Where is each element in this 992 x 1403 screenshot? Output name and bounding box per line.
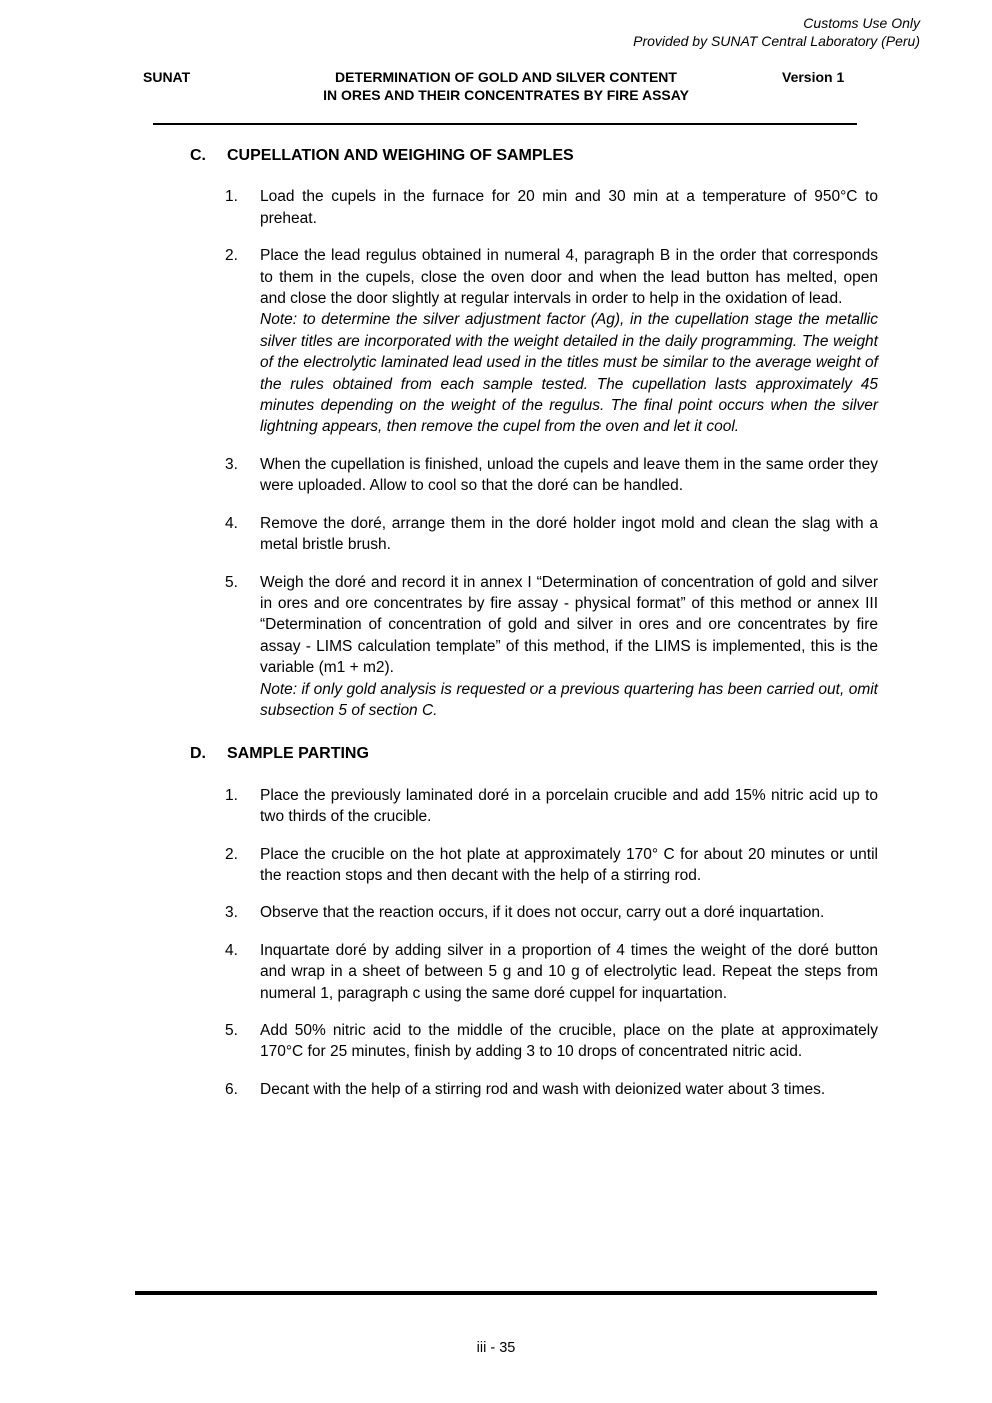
section-title: SAMPLE PARTING	[227, 745, 369, 763]
item-text: Inquartate doré by adding silver in a proportion of 4 times the weight of the doré button and wrap in a sheet of between 5 g and 10 g of electrolytic lead. Repeat the steps from numeral 1, paragraph c using the same doré cuppel for inquartation.	[260, 941, 878, 1002]
section-d	[190, 743, 878, 1100]
document-title-line-2: IN ORES AND THEIR CONCENTRATES BY FIRE ASSAY	[323, 86, 689, 103]
section-c	[190, 145, 878, 721]
item-text: Place the lead regulus obtained in numeral 4, paragraph B in the order that corresponds to them in the cupels, close the oven door and when the lead button has melted, open and close the door slightly at regular intervals in order to help in the oxidation of lead.	[260, 247, 878, 308]
item-number: 2.	[225, 247, 238, 265]
version-label: Version 1	[782, 69, 845, 85]
document-title	[10, 69, 992, 104]
item-body	[260, 572, 878, 722]
page-number: iii - 35	[476, 1340, 516, 1356]
header-org: SUNAT	[143, 69, 191, 85]
item-text: Add 50% nitric acid to the middle of the crucible, place on the plate at approximately 170°C for 25 minutes, finish by adding 3 to 10 drops of concentrated nitric acid.	[260, 1022, 878, 1061]
item-number: 1.	[225, 188, 238, 206]
list-item-c3	[190, 454, 878, 497]
list-item-d2	[190, 844, 878, 887]
list-item-d3	[190, 902, 878, 923]
section-d-heading	[190, 743, 878, 764]
list-item-c2	[190, 245, 878, 438]
item-text: When the cupellation is finished, unload the cupels and leave them in the same order they were uploaded. Allow to cool so that the doré can be handled.	[260, 455, 878, 495]
document-title-line-1: DETERMINATION OF GOLD AND SILVER CONTENT	[335, 69, 677, 85]
item-text: Place the crucible on the hot plate at approximately 170° C for about 20 minutes or until the reaction stops and then decant with the help of a stirring rod.	[260, 845, 878, 884]
item-text: Place the previously laminated doré in a porcelain crucible and add 15% nitric acid up to two thirds of the crucible.	[260, 786, 878, 826]
classification-line-2: Provided by SUNAT Central Laboratory (Peru)	[633, 32, 920, 49]
item-text: Remove the doré, arrange them in the doré holder ingot mold and clean the slag with a metal bristle brush.	[260, 514, 878, 554]
item-number: 4.	[225, 941, 238, 959]
item-number: 4.	[225, 514, 238, 532]
item-number: 1.	[225, 786, 238, 804]
list-item-d4	[190, 940, 878, 1004]
section-title: CUPELLATION AND WEIGHING OF SAMPLES	[227, 147, 574, 164]
item-text: Decant with the help of a stirring rod and wash with deionized water about 3 times.	[260, 1080, 826, 1098]
item-number: 3.	[225, 455, 238, 473]
item-number: 6.	[225, 1080, 238, 1098]
item-text: Observe that the reaction occurs, if it does not occur, carry out a doré inquartation.	[260, 904, 825, 922]
footer-rule	[135, 1291, 877, 1295]
item-number: 3.	[225, 904, 238, 922]
item-number: 5.	[225, 1022, 238, 1039]
section-letter: D.	[190, 745, 206, 763]
list-item-c1	[190, 186, 878, 229]
item-note: Note: if only gold analysis is requested or a previous quartering has been carried out, omit subsection 5 of section C.	[260, 680, 878, 719]
item-note: Note: to determine the silver adjustment factor (Ag), in the cupellation stage the metallic silver titles are incorporated with the weight detailed in the daily programming. The weight of the electrolytic laminated lead used in the titles must be similar to the average weight of the rules obtained from each sample tested. The cupellation lasts approximately 45 minutes depending on the weight of the regulus. The final point occurs when the silver lightning appears, then remove the cupel from the oven and let it cool.	[260, 311, 878, 436]
item-text: Load the cupels in the furnace for 20 min and 30 min at a temperature of 950°C to preheat.	[260, 188, 878, 227]
list-item-d6	[190, 1079, 878, 1100]
classification-line-1: Customs Use Only	[803, 15, 920, 31]
item-body	[260, 245, 878, 438]
item-number: 2.	[225, 845, 238, 863]
section-letter: C.	[190, 147, 206, 164]
section-c-heading	[190, 145, 878, 166]
list-item-c5	[190, 572, 878, 722]
item-text: Weigh the doré and record it in annex I “Determination of concentration of gold and silver in ores and ore concentrates by fire assay - physical format” of this method or annex III “Determination of concentration of gold and silver in ores and ore concentrates by fire assay - LIMS calculation template” of this method, if the LIMS is implemented, this is the variable (m1 + m2).	[260, 573, 878, 677]
header-rule	[153, 123, 857, 125]
list-item-d5	[190, 1020, 878, 1063]
classification-header	[633, 15, 920, 50]
list-item-d1	[190, 785, 878, 828]
item-number: 5.	[225, 573, 238, 591]
list-item-c4	[190, 513, 878, 556]
document-body	[190, 145, 878, 1100]
